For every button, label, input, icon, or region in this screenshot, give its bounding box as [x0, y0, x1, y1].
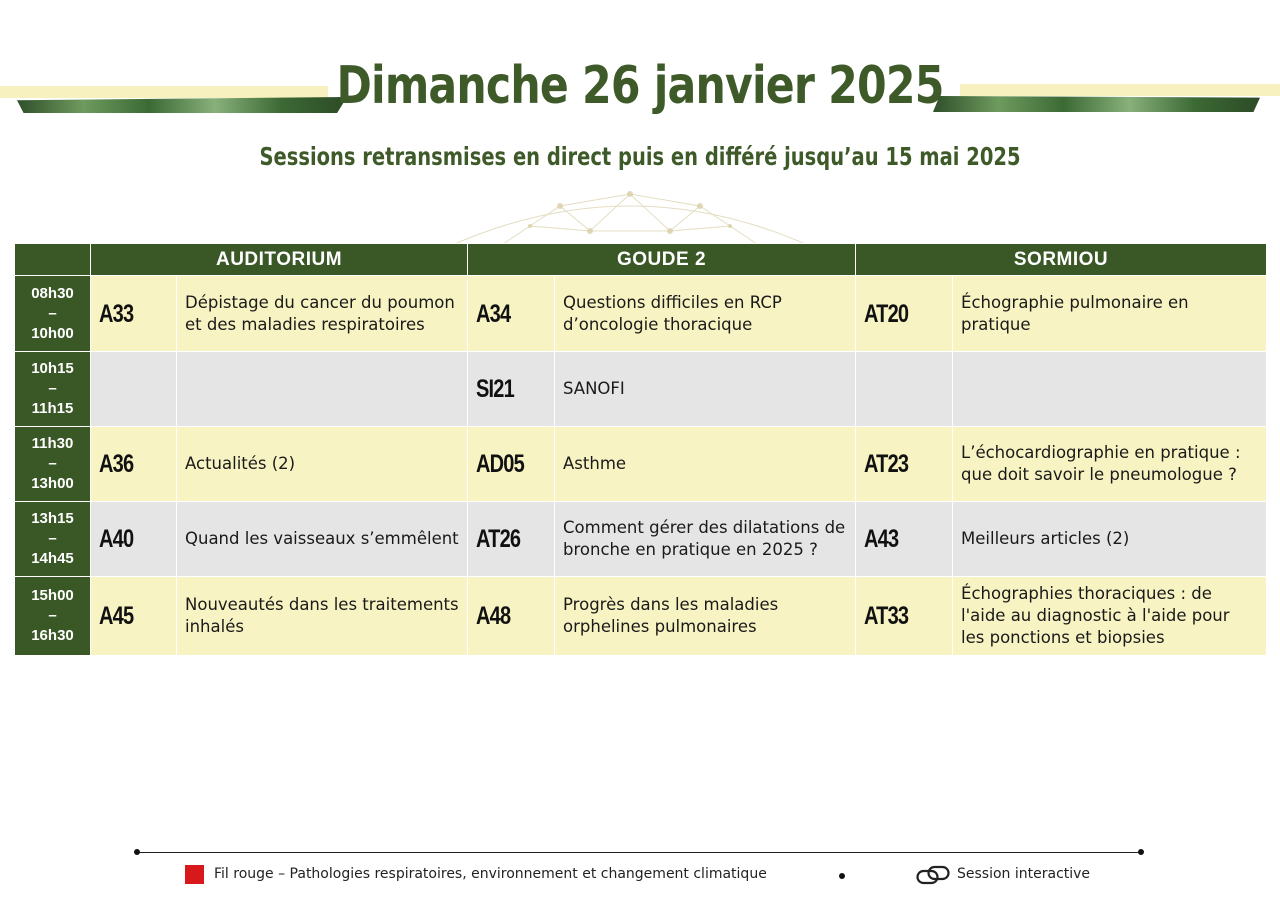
session-title[interactable]: L’échocardiographie en pratique : que doit savoir le pneumologue ?: [953, 427, 1267, 502]
schedule-table: [14, 243, 1267, 656]
time-start: 15h00: [31, 587, 74, 604]
time-end: 10h00: [31, 324, 74, 342]
session-title[interactable]: Meilleurs articles (2): [953, 502, 1267, 577]
session-title[interactable]: Dépistage du cancer du poumon et des maladies respiratoires: [177, 276, 468, 352]
divider-dot-left: [134, 849, 140, 855]
time-separator: –: [48, 530, 57, 547]
room-header: GOUDE 2: [468, 244, 856, 276]
session-title[interactable]: Nouveautés dans les traitements inhalés: [177, 577, 468, 656]
time-start: 13h15: [31, 510, 74, 527]
session-title[interactable]: Comment gérer des dilatations de bronche en pratique en 2025 ?: [555, 502, 856, 577]
session-code[interactable]: A36: [91, 427, 177, 502]
fil-rouge-marker-icon: [185, 865, 204, 884]
time-start: 08h30: [31, 284, 74, 302]
time-slot: [15, 276, 91, 352]
table-header-row: [15, 244, 1267, 276]
time-end: 14h45: [31, 550, 74, 567]
table-row: [15, 502, 1267, 577]
time-end: 11h15: [31, 400, 74, 417]
globe-network-icon: [440, 186, 820, 246]
session-code[interactable]: A48: [468, 577, 555, 656]
session-code[interactable]: A34: [468, 276, 555, 352]
session-code: [91, 352, 177, 427]
time-slot: [15, 427, 91, 502]
time-separator: –: [48, 304, 57, 322]
session-code: [856, 352, 953, 427]
time-start: 11h30: [31, 435, 74, 452]
legend-separator-dot: [839, 873, 845, 879]
time-separator: –: [48, 455, 57, 472]
footer-divider: [137, 852, 1141, 853]
time-slot: [15, 577, 91, 656]
table-row: [15, 352, 1267, 427]
time-slot: [15, 352, 91, 427]
session-code[interactable]: A43: [856, 502, 953, 577]
session-code[interactable]: A40: [91, 502, 177, 577]
time-separator: –: [48, 607, 57, 624]
time-column-header: [15, 244, 91, 276]
session-code[interactable]: A33: [91, 276, 177, 352]
divider-dot-right: [1138, 849, 1144, 855]
session-title[interactable]: Échographie pulmonaire en pratique: [953, 276, 1267, 352]
session-title[interactable]: Échographies thoraciques : de l'aide au diagnostic à l'aide pour les ponctions et biopsies: [953, 577, 1267, 656]
link-chain-icon: [916, 865, 950, 885]
session-title[interactable]: Asthme: [555, 427, 856, 502]
time-end: 13h00: [31, 475, 74, 492]
session-code[interactable]: AT33: [856, 577, 953, 656]
session-code[interactable]: A45: [91, 577, 177, 656]
session-code[interactable]: AT23: [856, 427, 953, 502]
session-title: [177, 352, 468, 427]
page-subtitle: Sessions retransmises en direct puis en différé jusqu’au 15 mai 2025: [259, 142, 1021, 171]
session-code[interactable]: AT26: [468, 502, 555, 577]
session-title[interactable]: Actualités (2): [177, 427, 468, 502]
time-slot: [15, 502, 91, 577]
room-header: SORMIOU: [856, 244, 1267, 276]
time-start: 10h15: [31, 360, 74, 377]
time-end: 16h30: [31, 627, 74, 644]
table-row: [15, 577, 1267, 656]
interactive-legend: Session interactive: [957, 866, 1091, 882]
session-code[interactable]: AD05: [468, 427, 555, 502]
session-code[interactable]: SI21: [468, 352, 555, 427]
table-row: [15, 276, 1267, 352]
session-title[interactable]: Progrès dans les maladies orphelines pulmonaires: [555, 577, 856, 656]
session-title[interactable]: SANOFI: [555, 352, 856, 427]
table-row: [15, 427, 1267, 502]
time-separator: –: [48, 380, 57, 397]
session-title: [953, 352, 1267, 427]
session-title[interactable]: Quand les vaisseaux s’emmêlent: [177, 502, 468, 577]
fil-rouge-legend: Fil rouge – Pathologies respiratoires, environnement et changement climatique: [214, 866, 767, 882]
room-header: AUDITORIUM: [91, 244, 468, 276]
page-title: Dimanche 26 janvier 2025: [336, 56, 944, 116]
session-code[interactable]: AT20: [856, 276, 953, 352]
session-title[interactable]: Questions difficiles en RCP d’oncologie thoracique: [555, 276, 856, 352]
